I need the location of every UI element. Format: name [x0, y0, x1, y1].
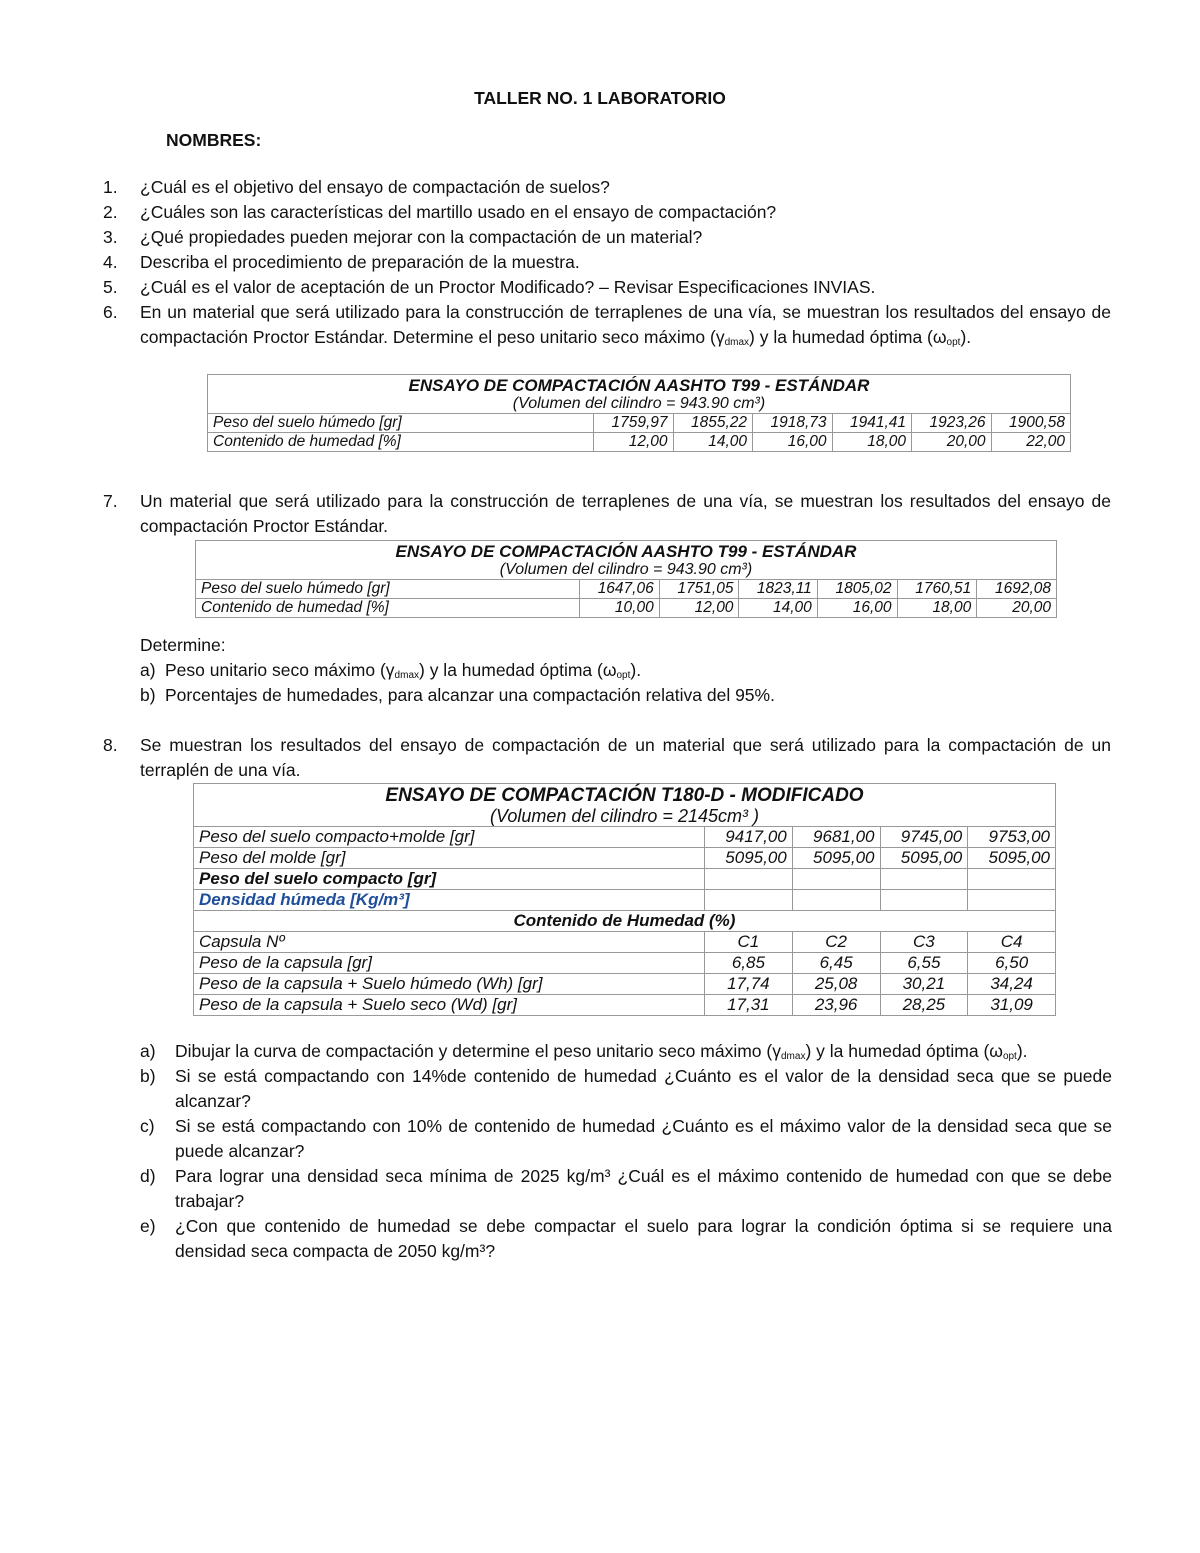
question-7-parts [140, 633, 1112, 708]
question-8: 8. Se muestran los resultados del ensayo de compactación de un material que será utilizado para la compactación de un terraplén de una vía. [103, 735, 1111, 780]
table-row: Peso de la capsula + Suelo seco (Wd) [gr] 17,31 23,96 28,25 31,09 [194, 995, 1056, 1016]
table-row: Peso del suelo húmedo [gr] 1759,97 1855,22 1918,73 1941,41 1923,26 1900,58 [208, 414, 1071, 433]
determine-label: Determine: [140, 635, 226, 655]
compaction-table-1 [207, 374, 1071, 452]
question-list [103, 175, 1111, 350]
table-title: ENSAYO DE COMPACTACIÓN T180-D - MODIFICADO [194, 784, 1056, 807]
table-row: Peso del suelo compacto [gr] [194, 869, 1056, 890]
question-3: 3. ¿Qué propiedades pueden mejorar con la compactación de un material? [103, 227, 703, 247]
table-title: ENSAYO DE COMPACTACIÓN AASHTO T99 - ESTÁNDAR [196, 541, 1057, 562]
table-row: Contenido de humedad [%] 10,00 12,00 14,00 16,00 18,00 20,00 [196, 599, 1057, 618]
table-row: Contenido de humedad [%] 12,00 14,00 16,00 18,00 20,00 22,00 [208, 433, 1071, 452]
table-row: Peso del molde [gr] 5095,00 5095,00 5095,00 5095,00 [194, 848, 1056, 869]
table-section-row: Contenido de Humedad (%) [194, 911, 1056, 932]
question-7a: a) Peso unitario seco máximo $(\gamma_{dmax})$ y la humedad óptima $(\omega_{opt})$. [140, 660, 642, 681]
table-subtitle: (Volumen del cilindro = 943.90 cm³) [196, 561, 1057, 580]
compaction-table-3 [193, 783, 1056, 1016]
question-7b: b) Porcentajes de humedades, para alcanzar una compactación relativa del 95%. [140, 685, 775, 705]
question-2: 2. ¿Cuáles son las características del martillo usado en el ensayo de compactación? [103, 202, 777, 222]
question-8-parts [140, 1039, 1112, 1264]
table-title: ENSAYO DE COMPACTACIÓN AASHTO T99 - ESTÁNDAR [208, 375, 1071, 396]
table-row: Peso de la capsula + Suelo húmedo (Wh) [gr] 17,74 25,08 30,21 34,24 [194, 974, 1056, 995]
table-row: Peso del suelo compacto+molde [gr] 9417,00 9681,00 9745,00 9753,00 [194, 827, 1056, 848]
table-row: Capsula Nº C1 C2 C3 C4 [194, 932, 1056, 953]
table-row: Densidad húmeda [Kg/m³] [194, 890, 1056, 911]
compaction-table-2 [195, 540, 1057, 618]
question-8c: c) Si se está compactando con 10% de contenido de humedad ¿Cuánto es el máximo valor de la densidad seca que se puede alcanzar? [140, 1116, 1112, 1161]
question-6: 6. En un material que será utilizado para la construcción de terraplenes de una vía, se muestran los resultados del ensayo de compactación Proctor Estándar. Determine el peso unitario seco máximo $(\gamma_{dmax})$ y la humedad óptima $(\omega_{opt})$. [103, 302, 1111, 348]
document-title: TALLER NO. 1 LABORATORIO [474, 88, 726, 108]
question-5: 5. ¿Cuál es el valor de aceptación de un Proctor Modificado? – Revisar Especificaciones INVIAS. [103, 277, 876, 297]
table-row: Peso del suelo húmedo [gr] 1647,06 1751,05 1823,11 1805,02 1760,51 1692,08 [196, 580, 1057, 599]
names-label: NOMBRES: [166, 130, 262, 150]
table-row: Peso de la capsula [gr] 6,85 6,45 6,55 6,50 [194, 953, 1056, 974]
question-4: 4. Describa el procedimiento de preparación de la muestra. [103, 252, 580, 272]
question-8a: a) Dibujar la curva de compactación y determine el peso unitario seco máximo $(\gamma_{dmax})$ y la humedad óptima $(\omega_{opt})$. [140, 1041, 1028, 1062]
question-7: 7. Un material que será utilizado para la construcción de terraplenes de una vía, se muestran los resultados del ensayo de compactación Proctor Estándar. [103, 491, 1111, 536]
table-subtitle: (Volumen del cilindro = 943.90 cm³) [208, 395, 1071, 414]
question-8d: d) Para lograr una densidad seca mínima de 2025 kg/m³ ¿Cuál es el máximo contenido de humedad con que se debe trabajar? [140, 1166, 1112, 1211]
question-8b: b) Si se está compactando con 14%de contenido de humedad ¿Cuánto es el valor de la densidad seca que se puede alcanzar? [140, 1066, 1112, 1111]
table-subtitle: (Volumen del cilindro = 2145cm³ ) [194, 806, 1056, 827]
question-8e: e) ¿Con que contenido de humedad se debe compactar el suelo para lograr la condición óptima si se requiere una densidad seca compacta de 2050 kg/m³? [140, 1216, 1112, 1261]
question-1: 1. ¿Cuál es el objetivo del ensayo de compactación de suelos? [103, 177, 610, 197]
